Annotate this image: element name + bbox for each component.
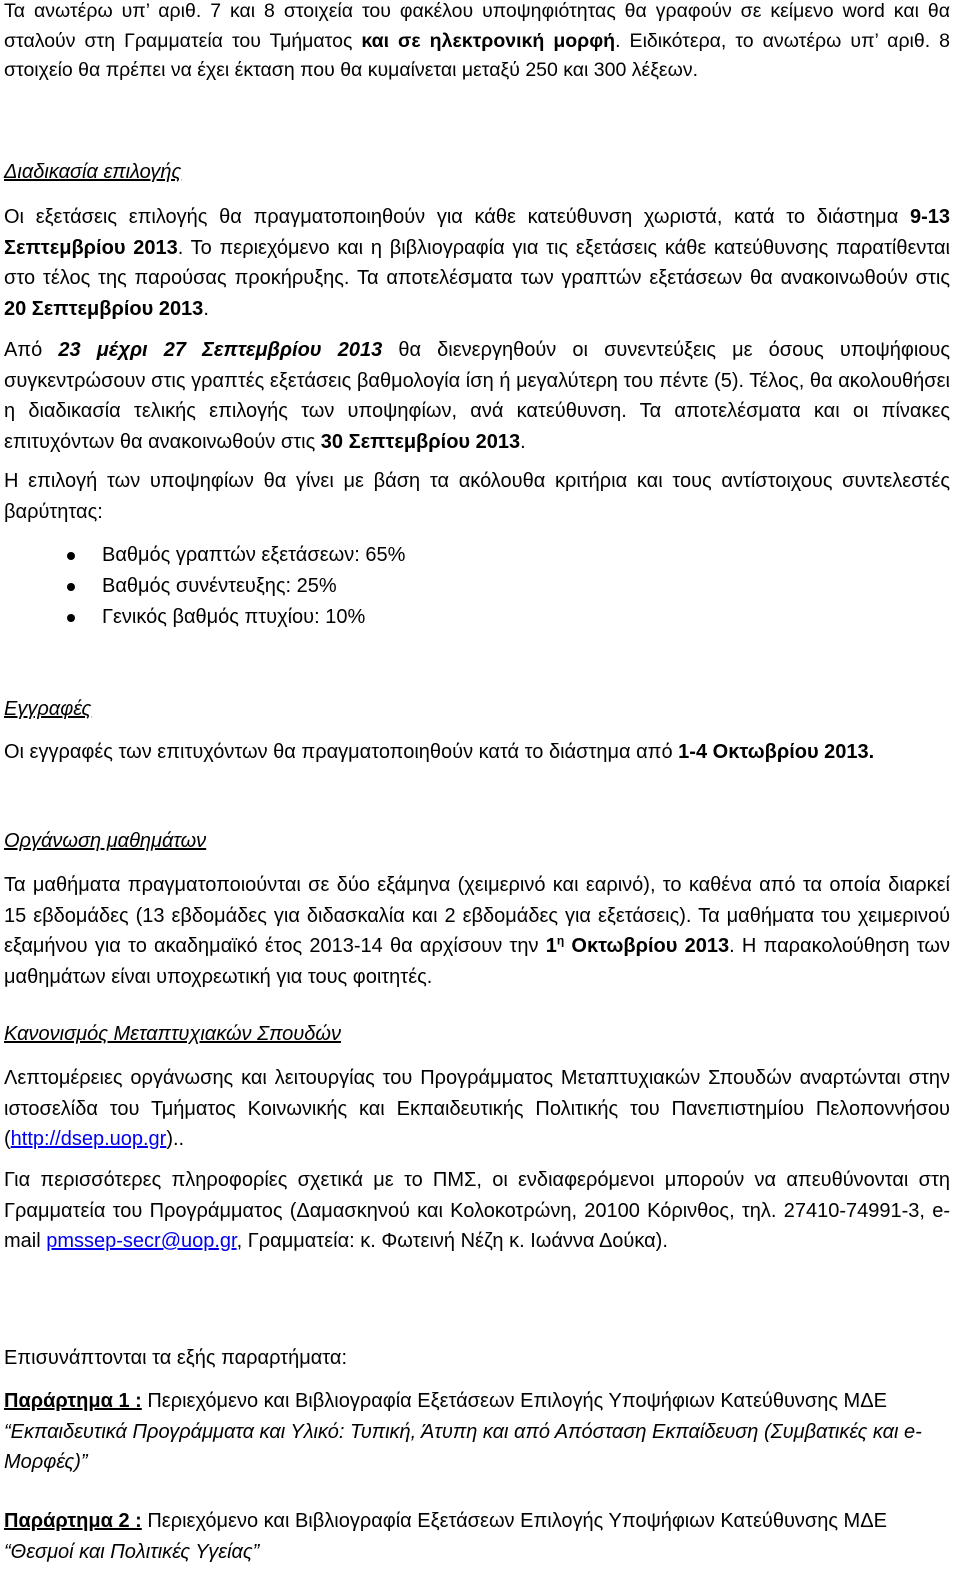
selection-p1-results-date: 20 Σεπτεμβρίου 2013 — [4, 297, 204, 320]
regulation-p2-text: Για περισσότερες πληροφορίες σχετικά με το ΠΜΣ, οι ενδιαφερόμενοι μπορούν να απευθύνονται στη Γραμματεία του Προγράμματος (Δαμασκηνού και Κολοκοτρώνη, 20100 Κόρινθος, τηλ. 27410-74991-3, e-mail — [4, 1169, 950, 1252]
bullet-icon — [67, 614, 75, 622]
courses-start-sup: η — [556, 933, 565, 948]
registration-text: Οι εγγραφές των επιτυχόντων θα πραγματοποιηθούν κατά το διάστημα από — [4, 741, 679, 763]
criteria-degree: Γενικός βαθμός πτυχίου: 10% — [102, 606, 366, 628]
selection-p2-block — [4, 335, 950, 457]
regulation-section — [4, 1019, 950, 1049]
intro-text-1: Τα ανωτέρω υπ’ αριθ. 7 και 8 στοιχεία του φακέλου υποψηφιότητας θα γραφούν σε κείμενο word και θα σταλούν στη Γραμματεία του Τμήματος — [4, 0, 950, 52]
list-item — [4, 602, 950, 633]
intro-paragraph — [4, 0, 950, 86]
registration-heading: Εγγραφές — [4, 698, 92, 720]
selection-p2-interview-dates: 23 μέχρι 27 Σεπτεμβρίου 2013 — [58, 339, 383, 361]
courses-p-block — [4, 870, 950, 992]
selection-p2-final-date: 30 Σεπτεμβρίου 2013 — [320, 430, 521, 453]
selection-paragraph-1 — [4, 202, 950, 324]
annexes-intro: Επισυνάπτονται τα εξής παραρτήματα: — [4, 1347, 348, 1369]
annex-1-block — [4, 1386, 950, 1478]
courses-start-month: Οκτωβρίου 2013 — [564, 935, 730, 957]
annex-2-text: Περιεχόμενο και Βιβλιογραφία Εξετάσεων Επιλογής Υποψήφιων Κατεύθυνσης ΜΔΕ — [141, 1510, 887, 1532]
courses-heading: Οργάνωση μαθημάτων — [4, 830, 207, 852]
criteria-written: Βαθμός γραπτών εξετάσεων: 65% — [102, 544, 406, 566]
selection-p1-text-c: . Το περιεχόμενο και η βιβλιογραφία για τις εξετάσεις κάθε κατεύθυνσης παρατίθενται στο τέλος της παρούσας προκήρυξης. Τα αποτελέσματα των γραπτών εξετάσεων θα ανακοινωθούν στις — [4, 236, 950, 289]
registration-section — [4, 694, 950, 724]
annexes-intro-block — [4, 1343, 950, 1374]
selection-p2-text-e: . — [520, 430, 526, 453]
annex-2-paragraph — [4, 1506, 950, 1567]
regulation-p1-block — [4, 1063, 950, 1155]
courses-start-day: 1 — [545, 935, 557, 957]
intro-block — [4, 0, 950, 86]
registration-paragraph — [4, 737, 950, 768]
selection-paragraph-2 — [4, 335, 950, 457]
annex-1-paragraph — [4, 1386, 950, 1478]
annex-2-block — [4, 1506, 950, 1567]
criteria-list — [4, 540, 950, 633]
selection-p2-text-c: θα διενεργηθούν οι συνεντεύξεις με όσους υποψήφιους συγκεντρώσουν στις γραπτές εξετάσεις βαθμολογία ίση ή μεγαλύτερη του πέντε (5). Τέλος, θα ακολουθήσει η διαδικασία τελικής επιλογής των υποψηφίων, ανά κατεύθυνση. Τα αποτελέσματα και οι πίνακες επιτυχόντων θα ανακοινωθούν στις — [4, 339, 950, 453]
selection-p1-dates: 9-13 Σεπτεμβρίου 2013 — [4, 206, 950, 259]
regulation-paragraph-2 — [4, 1165, 950, 1257]
email-link[interactable]: pmssep-secr@uop.gr — [46, 1230, 237, 1252]
intro-text-2: . Ειδικότερα, το ανωτέρω υπ’ αριθ. 8 στοιχείο θα πρέπει να έχει έκταση που θα κυμαίνεται μεταξύ 250 και 300 λέξεων. — [4, 29, 951, 81]
selection-paragraph-3: Η επιλογή των υποψηφίων θα γίνει με βάση τα ακόλουθα κριτήρια και τους αντίστοιχους συντελεστές βαρύτητας: — [4, 470, 950, 523]
list-item — [4, 571, 950, 602]
annex-1-label: Παράρτημα 1 : — [4, 1390, 142, 1412]
regulation-paragraph-1 — [4, 1063, 950, 1155]
regulation-p2-end: , Γραμματεία: κ. Φωτεινή Νέζη κ. Ιωάννα Δούκα). — [236, 1230, 668, 1252]
annex-1-title: “Εκπαιδευτικά Προγράμματα και Υλικό: Τυπική, Άτυπη και από Απόσταση Εκπαίδευση (Συμβατικές και e-Μορφές)” — [4, 1420, 922, 1473]
selection-section — [4, 157, 950, 187]
regulation-heading: Κανονισμός Μεταπτυχιακών Σπουδών — [4, 1023, 341, 1045]
website-link[interactable]: http://dsep.uop.gr — [10, 1128, 167, 1150]
intro-text-bold: και σε ηλεκτρονική μορφή — [361, 29, 616, 52]
bullet-icon — [67, 552, 75, 560]
regulation-p2-block — [4, 1165, 950, 1257]
bullet-icon — [67, 583, 75, 591]
annex-2-label: Παράρτημα 2 : — [4, 1510, 142, 1532]
list-item — [4, 540, 950, 571]
selection-p1-text-e: . — [203, 297, 209, 320]
registration-p-block — [4, 737, 950, 768]
courses-text-d: . Η παρακολούθηση των μαθημάτων είναι υποχρεωτική για τους φοιτητές. — [4, 935, 951, 988]
selection-p2-text-a: Από — [4, 339, 59, 361]
selection-p1-block — [4, 202, 950, 324]
registration-dates: 1-4 Οκτωβρίου 2013. — [678, 741, 875, 763]
criteria-list-block — [4, 540, 950, 633]
courses-section — [4, 826, 950, 856]
courses-text-a: Τα μαθήματα πραγματοποιούνται σε δύο εξάμηνα (χειμερινό και εαρινό), το καθένα από τα οποία διαρκεί 15 εβδομάδες (13 εβδομάδες για διδασκαλία και 2 εβδομάδες για εξετάσεις). Τα μαθήματα του χειμερινού εξαμήνου για το ακαδημαϊκό έτος 2013-14 θα αρχίσουν την — [4, 874, 950, 957]
regulation-p1-text: Λεπτομέρειες οργάνωσης και λειτουργίας του Προγράμματος Μεταπτυχιακών Σπουδών αναρτώνται στην ιστοσελίδα του Τμήματος Κοινωνικής και Εκπαιδευτικής Πολιτικής του Πανεπιστημίου Πελοποννήσου ( — [4, 1067, 950, 1150]
annex-2-title: “Θεσμοί και Πολιτικές Υγείας” — [4, 1540, 260, 1563]
annex-1-text: Περιεχόμενο και Βιβλιογραφία Εξετάσεων Επιλογής Υποψήφιων Κατεύθυνσης ΜΔΕ — [141, 1390, 887, 1412]
selection-heading: Διαδικασία επιλογής — [4, 161, 182, 183]
selection-p3-block — [4, 466, 950, 527]
selection-p1-text-a: Οι εξετάσεις επιλογής θα πραγματοποιηθούν για κάθε κατεύθυνση χωριστά, κατά το διάστημα — [4, 206, 910, 228]
courses-paragraph — [4, 870, 950, 992]
regulation-p1-end: ).. — [166, 1128, 185, 1150]
criteria-interview: Βαθμός συνέντευξης: 25% — [102, 575, 337, 597]
